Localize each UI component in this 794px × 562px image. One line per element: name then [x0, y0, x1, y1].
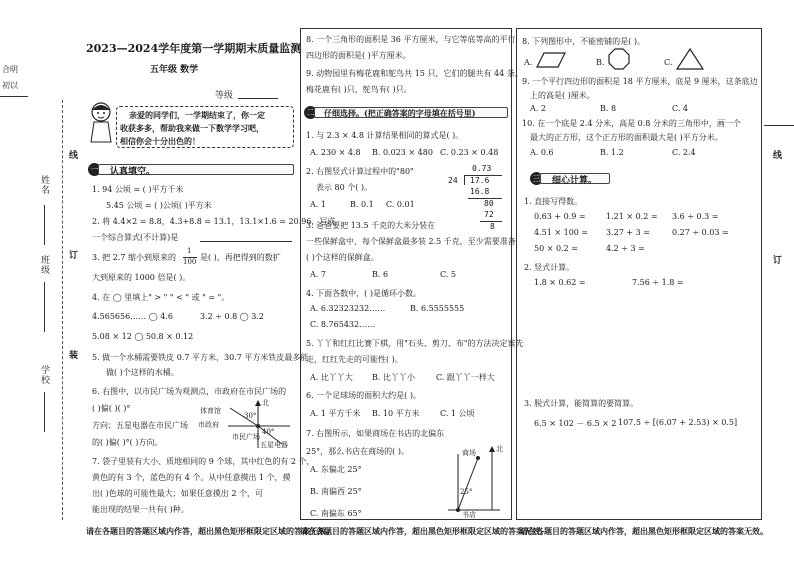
section-1-title: 认真填空。	[110, 167, 156, 177]
c2-s2q4-a: A. 6.32323232……	[310, 304, 386, 313]
direction-map	[198, 398, 294, 450]
c2-s2q2-b: B. 0.1	[350, 200, 374, 209]
c3-q10-b: B. 1.2	[600, 148, 624, 157]
c3-c1-4: 4.51 × 100 =	[534, 228, 589, 237]
c2-s2q4-b: B. 6.5555555	[410, 304, 465, 313]
c3-c1-6: 0.27 ÷ 0.03 =	[672, 228, 729, 237]
footer-2: 请在各题目的答题区域内作答，超出黑色矩形框限定区域的答案无效。	[300, 526, 548, 536]
c2-s2q1-a: A. 230 × 4.8	[310, 148, 361, 157]
section-3-title: 细心计算。	[552, 176, 598, 186]
c2-s2q5a: 5. 丫丫和红红比赛下棋，用"石头、剪刀、布"的方法决定谁先	[306, 339, 524, 348]
map-store: 五星电器	[260, 441, 288, 449]
c1-q3-frac-num: 1	[187, 247, 192, 255]
school-line	[44, 392, 45, 432]
c3-c1-2: 1.21 × 0.2 =	[606, 212, 658, 221]
c1-q2a: 2. 将 4.4×2 = 8.8，4.3+8.8 = 13.1，13.1×1.6 = 20.96，写成	[92, 217, 336, 226]
c2-s2q7-b: B. 南偏西 25°	[310, 487, 362, 496]
c2-s2q3-c: C. 5	[440, 270, 457, 279]
c3-q9-a: A. 2	[530, 104, 546, 113]
c1-q3a: 3. 把 2.7 缩小到原来的	[92, 253, 176, 262]
div-row-4: 8	[490, 222, 495, 231]
c3-c3-1: 6.5 × 102 － 6.5 × 2	[534, 419, 617, 428]
exam-title: 2023—2024学年度第一学期期末质量监测	[86, 42, 302, 55]
c1-q7b: 黄色的有 3 个，蓝色的有 4 个。从中任意摸出 1 个，摸	[92, 473, 291, 482]
c3-q8-c: C.	[664, 58, 673, 67]
parallelogram-icon	[536, 52, 566, 72]
c3-c1-3: 3.6 ÷ 0.3 =	[672, 212, 719, 221]
c2-s2q4-c: C. 8.765432……	[310, 320, 376, 329]
school-label: 学校	[39, 365, 49, 385]
section-3-badge: 三	[530, 172, 543, 185]
c2-s2q3c: ( )个这样的保鲜盒。	[306, 253, 379, 262]
c2-q9a: 9. 动物园里有梅花鹿和鸵鸟共 15 只，它们的腿共有 44 条。	[306, 69, 523, 78]
c1-q6a: 6. 右图中，以市民广场为观测点，市政府在市民广场的	[92, 387, 287, 396]
c2-s2q7-a: A. 东偏北 25°	[310, 465, 362, 474]
c1-q7d: 能出现的结果一共有( )种。	[92, 505, 189, 514]
c2-s2q5b: 走，红红先走的可能性( )。	[306, 355, 403, 364]
level-line	[238, 98, 278, 99]
c2-s2q2-a: A. 1	[310, 200, 326, 209]
right-divider	[764, 125, 794, 126]
c3-q10-a: A. 0.6	[530, 148, 554, 157]
map-gov: 市政府	[198, 421, 219, 429]
c2-s2q5-c: C. 跟丫丫一样大	[436, 373, 495, 382]
fig-store: 书店	[462, 511, 476, 519]
c1-q6d: 的( )偏( )°( )方向。	[92, 438, 163, 447]
c2-q9b: 梅花鹿有( )只，鸵鸟有( )只。	[306, 85, 412, 94]
div-dividend: 17.6	[470, 176, 490, 185]
map-plaza: 市民广场	[232, 433, 260, 441]
c2-s2q2b: 表示 80 个( )。	[316, 183, 373, 192]
fig-north: 北	[496, 445, 503, 453]
c2-s2q1-b: B. 0.023 × 480	[372, 148, 433, 157]
c1-q2b: 一个综合算式(不计算)是	[92, 233, 179, 242]
class-label: 班级	[39, 255, 49, 275]
c1-q1a: 1. 94 公顷 = ( )平方千米	[92, 185, 184, 194]
c2-s2q3b: 一些保鲜盒中，每个保鲜盒最多装 2.5 千克，至少需要准备	[306, 237, 516, 246]
c3-q8-a: A.	[524, 58, 533, 67]
map-angle-1: 30°	[244, 412, 257, 420]
c2-s2q5-a: A. 比丫丫大	[310, 373, 353, 382]
footer-3: 请在各题目的答题区域内作答，超出黑色矩形框限定区域的答案无效。	[520, 526, 768, 536]
c1-q6c: 方向；五星电器在市民广场	[92, 421, 188, 430]
c3-c1-5: 3.27 + 3 =	[606, 228, 650, 237]
c2-s2q2-c: C. 0.01	[386, 200, 415, 209]
section-2-badge: 二	[304, 106, 317, 119]
cartoon-avatar	[88, 100, 114, 144]
c3-q8-b: B.	[596, 58, 605, 67]
c1-q5a: 5. 做一个水桶需要铁皮 0.7 平方米，30.7 平方米铁皮最多能	[92, 353, 309, 362]
map-angle-2: 40°	[262, 428, 275, 436]
c3-q9-c: C. 4	[672, 104, 689, 113]
map-gym: 体育馆	[200, 407, 221, 415]
c2-s2q5-b: B. 比丫丫小	[372, 373, 415, 382]
section-2-title: 仔细选择。(把正确答案的字母填在括号里)	[324, 108, 476, 118]
c3-q9-b: B. 8	[600, 104, 617, 113]
footer-1: 请在各题目的答题区域内作答，超出黑色矩形框限定区域的答案无效。	[86, 526, 334, 536]
mark-zhuang: 装	[67, 350, 77, 360]
stub-text-2: 初以	[2, 81, 18, 90]
c3-c2: 2. 竖式计算。	[524, 263, 575, 272]
c2-s2q7-c: C. 南偏东 65°	[310, 509, 362, 518]
c2-s2q6-a: A. 1 平方千米	[310, 409, 361, 418]
div-row-2: 80	[484, 199, 494, 208]
c2-q8b: 四边形的面积是( )平方厘米。	[306, 51, 411, 60]
c1-q3c: 大到原来的 1000 倍是( )。	[92, 273, 191, 282]
c3-q10a: 10. 在一个底是 2.4 分米，高是 0.8 分米的三角形中，画一个	[522, 119, 741, 128]
triangle-icon	[676, 48, 704, 74]
c1-q1b: 5.45 公顷 = ( )公顷( )平方米	[106, 201, 212, 210]
section-1-badge: 一	[88, 163, 101, 176]
c2-s2q7b: 25°，那么书店在商场的( )。	[306, 447, 409, 456]
c2-s2q1: 1. 与 2.3 × 4.8 计算结果相同的算式是( )。	[306, 131, 464, 140]
stub-text: 合明	[2, 65, 18, 74]
c2-s2q7a: 7. 右图所示，如果商场在书店的北偏东	[306, 429, 445, 438]
div-bracket	[464, 175, 465, 185]
column-3-frame	[516, 28, 762, 520]
c3-c1-7: 50 × 0.2 =	[534, 244, 578, 253]
div-row-1: 16.8	[470, 187, 490, 196]
c1-q4: 4. 在 ◯ 里填上" > " " < " 或 " = "。	[92, 293, 230, 302]
c2-s2q2a: 2. 右图竖式计算过程中的"80"	[306, 167, 414, 176]
c1-q4a: 4.565656…… ◯ 4.6	[92, 312, 173, 321]
name-label: 姓名	[39, 175, 49, 195]
level-label: 等级	[215, 91, 234, 101]
binding-line	[62, 100, 63, 520]
grade-subject: 五年级 数学	[150, 65, 199, 75]
c2-s2q1-c: C. 0.23 × 0.48	[440, 148, 499, 157]
c3-c1-8: 4.2 ÷ 3 =	[606, 244, 645, 253]
intro-line-2: 收获多多，帮助我来做一下数学学习吧，	[120, 123, 264, 133]
c1-q5b: 做( )个这样的水桶。	[106, 368, 179, 377]
c3-c1-1: 0.63 + 0.9 =	[534, 212, 586, 221]
mark-xian: 线	[67, 150, 77, 160]
div-quotient: 0.73	[472, 164, 492, 173]
c3-c1: 1. 直接写得数。	[524, 197, 583, 206]
c2-s2q3-a: A. 7	[310, 270, 326, 279]
c3-q10b: 最大的正方形，这个正方形的面积最大是( )平方分米。	[530, 133, 723, 142]
long-division	[448, 164, 508, 232]
intro-box	[116, 106, 294, 148]
c3-c2-1: 1.8 × 0.62 =	[534, 278, 586, 287]
c2-s2q3a: 3. 爸爸要把 13.5 千克的大米分装在	[306, 221, 436, 230]
c1-q3-frac-den: 100	[183, 258, 197, 266]
right-mark-ding: 订	[771, 255, 781, 265]
octagon-icon	[608, 48, 630, 74]
c2-s2q4: 4. 下面各数中，( )是循环小数。	[306, 289, 421, 298]
c2-s2q6-c: C. 1 公顷	[440, 409, 475, 418]
fig-angle: 25°	[460, 488, 473, 496]
c3-q10-c: C. 2.4	[672, 148, 696, 157]
c2-s2q6-b: B. 10 平方米	[372, 409, 420, 418]
store-mall-figure	[440, 444, 506, 518]
name-line	[44, 205, 45, 245]
mark-ding: 订	[67, 250, 77, 260]
c1-q4b: 3.2 ÷ 0.8 ◯ 3.2	[200, 312, 264, 321]
div-row-3: 72	[484, 210, 494, 219]
c2-s2q6: 6. 一个足球场的面积大约是( )。	[306, 391, 421, 400]
c1-q7a: 7. 袋子里装有大小、质地相同的 9 个球，其中红色的有 2 个，	[92, 457, 315, 466]
c3-q9b: 上的高是( )厘米。	[530, 91, 595, 100]
c1-q4c: 5.08 × 12 ◯ 50.8 × 0.12	[92, 332, 194, 341]
fig-mall: 商场	[462, 449, 476, 457]
c3-c3-2: 107.5 ÷ [(6.07 + 2.53) × 0.5]	[618, 418, 738, 427]
c3-c2-2: 7.56 ÷ 1.8 =	[632, 278, 684, 287]
intro-line-1: 亲爱的同学们，一学期结束了，你一定	[129, 110, 265, 120]
c2-s2q3-b: B. 6	[372, 270, 389, 279]
right-mark-xian: 线	[771, 150, 781, 160]
div-divisor: 24	[448, 176, 458, 185]
c1-q2-answer-line	[200, 241, 292, 242]
c3-q9a: 9. 一个平行四边形的面积是 18 平方厘米，底是 9 厘米，这条底边	[522, 77, 758, 86]
map-north: 北	[262, 399, 269, 407]
c3-q8: 8. 下列图形中，不能密铺的是( )。	[522, 37, 645, 46]
c1-q7c: 出( )色球的可能性最大；如果任意摸出 2 个，可	[92, 489, 263, 498]
c2-q8a: 8. 一个三角形的面积是 36 平方厘米，与它等底等高的平行	[306, 35, 516, 44]
c1-q6b: ( )偏( )( )°	[92, 404, 131, 413]
stub-divider	[0, 96, 28, 97]
intro-line-3: 相信你会十分出色的！	[120, 136, 200, 146]
class-line	[44, 282, 45, 332]
c3-c3: 3. 脱式计算，能简算的要简算。	[524, 399, 639, 408]
c1-q3b: 是( )，再把得到的数扩	[200, 253, 281, 262]
